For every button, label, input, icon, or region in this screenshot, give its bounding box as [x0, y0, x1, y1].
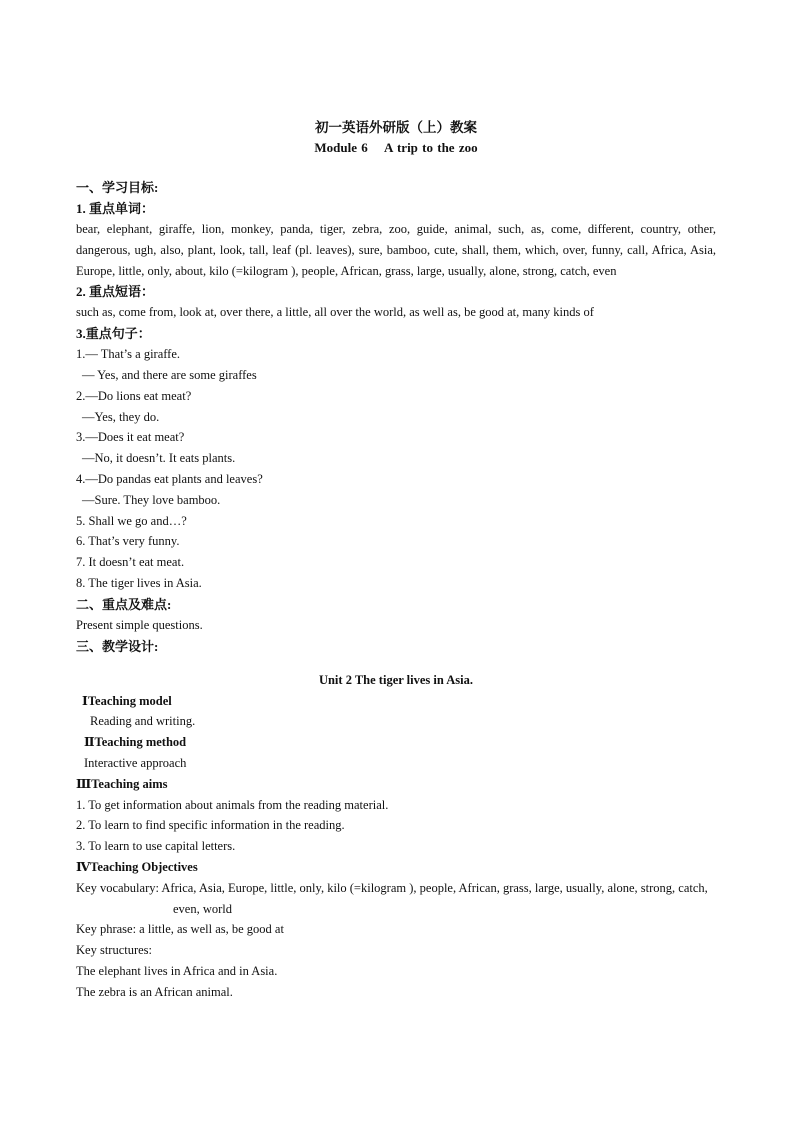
teaching-model-text: Reading and writing. — [90, 714, 196, 729]
teaching-method-heading: ⅡTeaching method — [84, 735, 187, 750]
sentence-line: 5. Shall we go and…? — [76, 513, 187, 528]
sentence-line: 6. That’s very funny. — [76, 534, 180, 549]
unit-title: Unit 2 The tiger lives in Asia. — [318, 672, 474, 687]
teaching-aim-item: 3. To learn to use capital letters. — [76, 839, 236, 854]
key-words-text: bear, elephant, giraffe, lion, monkey, panda, tiger, zebra, zoo, guide, animal, such, as, come, different, country, other, dangerous, ugh, also, plant, look, tall, leaf (pl. leaves), sure, bamboo, cute, shall, them, which, over, funny, call, Africa, Asia, Europe, little, only, about, kilo (=kilogram ), people, African, grass, large, usually, alone, strong, catch, even — [76, 222, 716, 278]
subheading-key-sentences: 3.重点句子： — [76, 326, 151, 342]
subheading-key-words: 1. 重点单词： — [76, 201, 155, 216]
section-heading-learning-goals: 一、学习目标: — [76, 180, 159, 195]
structure-line: The zebra is an African animal. — [76, 984, 233, 999]
sentence-line: 2.—Do lions eat meat? — [76, 388, 192, 403]
teaching-method-text: Interactive approach — [84, 755, 187, 770]
key-phrase-text: Key phrase: a little, as well as, be good at — [76, 922, 284, 937]
sentence-line: — Yes, and there are some giraffes — [82, 367, 257, 382]
teaching-aims-heading: ⅢTeaching aims — [76, 776, 168, 791]
structure-line: The elephant lives in Africa and in Asia. — [76, 963, 278, 978]
sentence-line: 8. The tiger lives in Asia. — [76, 575, 202, 590]
sentence-line: —Sure. They love bamboo. — [82, 492, 221, 507]
document-title: 初一英语外研版（上）教案 — [315, 120, 477, 135]
document-page — [76, 118, 716, 1003]
teaching-aim-item: 1. To get information about animals from the reading material. — [76, 797, 389, 812]
section-heading-teaching-design: 三、教学设计: — [76, 638, 159, 654]
sentence-line: —No, it doesn’t. It eats plants. — [82, 451, 236, 466]
key-points-text: Present simple questions. — [76, 617, 203, 632]
section-heading-key-points: 二、重点及难点: — [76, 596, 172, 612]
subheading-key-phrases: 2. 重点短语： — [76, 284, 155, 300]
sentence-line: 7. It doesn’t eat meat. — [76, 555, 185, 570]
key-structures-label: Key structures: — [76, 943, 153, 958]
sentence-line: —Yes, they do. — [82, 409, 160, 424]
document-subtitle: Module 6 A trip to the zoo — [314, 140, 478, 155]
sentence-line: 1.— That’s a giraffe. — [76, 347, 181, 362]
sentence-line: 4.—Do pandas eat plants and leaves? — [76, 471, 263, 486]
key-vocabulary-text: Key vocabulary: Africa, Asia, Europe, little, only, kilo (=kilogram ), people, African, grass, large, usually, alone, strong, catch, even, world — [76, 880, 708, 916]
teaching-objectives-heading: ⅣTeaching Objectives — [76, 859, 198, 874]
key-phrases-text: such as, come from, look at, over there, a little, all over the world, as well as, be good at, many kinds of — [76, 305, 594, 320]
sentence-line: 3.—Does it eat meat? — [76, 430, 185, 445]
teaching-aim-item: 2. To learn to find specific information in the reading. — [76, 818, 345, 833]
teaching-model-heading: ⅠTeaching model — [82, 693, 172, 708]
